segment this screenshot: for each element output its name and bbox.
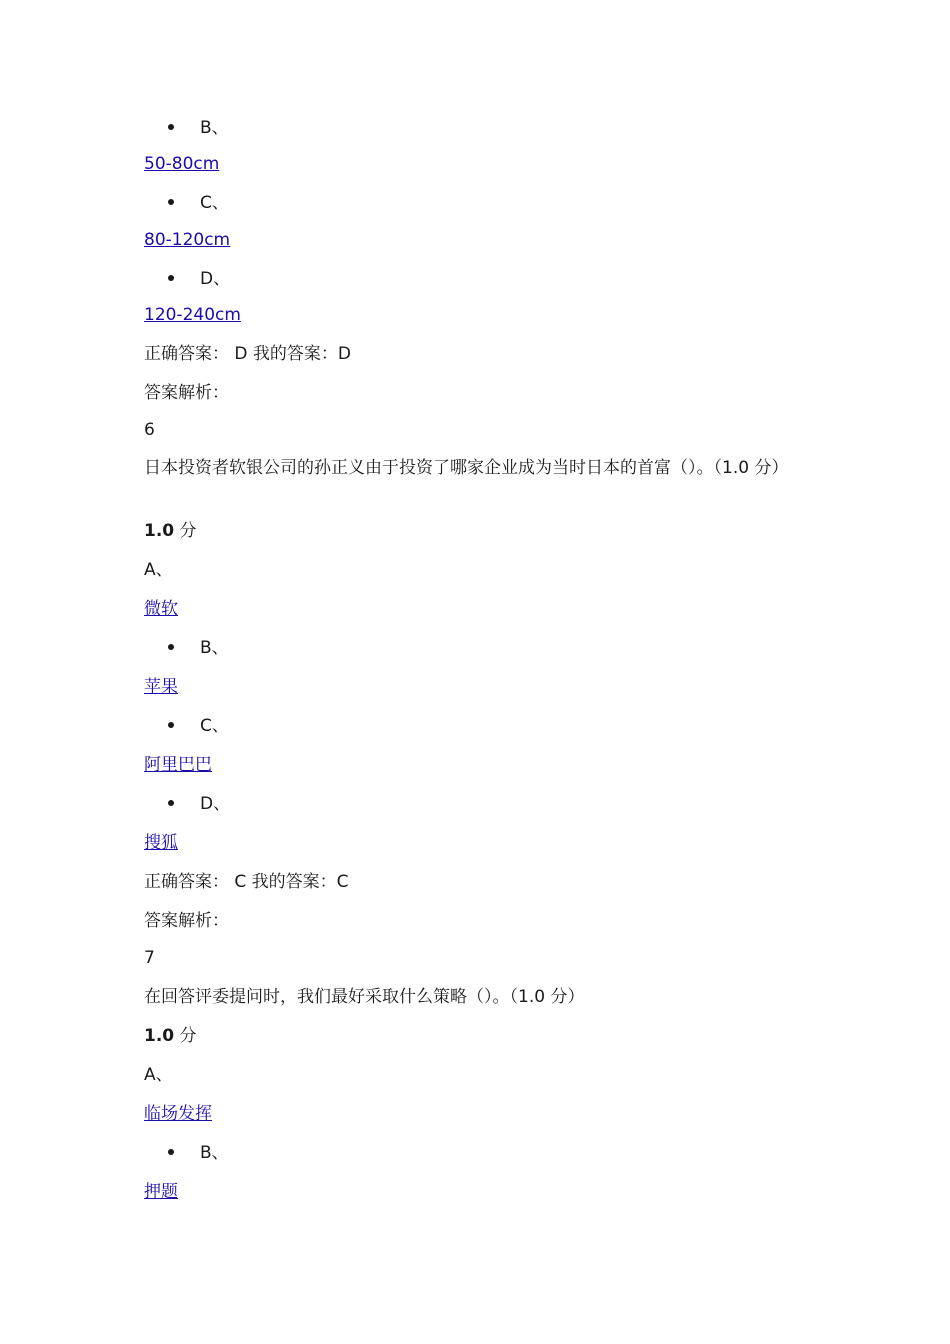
option-link[interactable]: 微软 [144,599,178,619]
option-link[interactable]: 苹果 [144,677,178,697]
bullet-icon [168,199,174,205]
option-link[interactable]: 80-120cm [144,230,231,250]
option-link[interactable]: 押题 [144,1182,178,1202]
option-b-row [168,636,229,660]
bullet-icon [168,275,174,281]
bullet-icon [168,1149,174,1155]
bullet-icon [168,124,174,130]
question-number: 7 [144,948,155,968]
option-c-row [168,714,229,738]
question-score [144,519,197,543]
option-letter: B、 [200,638,229,658]
option-letter: B、 [200,118,229,138]
score-value: 1.0 [144,521,175,541]
option-c-row [168,191,229,215]
answer-analysis: 答案解析： [144,383,229,403]
score-unit: 分 [179,521,197,541]
option-b-row [168,116,229,140]
option-link[interactable]: 50-80cm [144,154,220,174]
bullet-icon [168,644,174,650]
question-score [144,1024,197,1048]
option-letter: D、 [200,269,231,289]
bullet-icon [168,722,174,728]
option-b-row [168,1141,229,1165]
option-letter: D、 [200,794,231,814]
option-letter: C、 [200,716,229,736]
option-letter: B、 [200,1143,229,1163]
option-letter: A、 [144,560,173,580]
option-letter: A、 [144,1065,173,1085]
option-d-row [168,792,230,816]
option-d-row [168,267,230,291]
option-letter: C、 [200,193,229,213]
answer-analysis: 答案解析： [144,911,229,931]
bullet-icon [168,800,174,806]
answer-line: 正确答案： D 我的答案：D [144,344,351,364]
answer-line: 正确答案： C 我的答案：C [144,872,349,892]
score-value: 1.0 [144,1026,175,1046]
option-link[interactable]: 临场发挥 [144,1104,212,1124]
question-text: 日本投资者软银公司的孙正义由于投资了哪家企业成为当时日本的首富（）。（1.0 分） [144,458,789,478]
question-text: 在回答评委提问时，我们最好采取什么策略（）。（1.0 分） [144,987,585,1007]
question-number: 6 [144,420,155,440]
option-link[interactable]: 阿里巴巴 [144,755,212,775]
score-unit: 分 [179,1026,197,1046]
option-link[interactable]: 搜狐 [144,833,178,853]
option-link[interactable]: 120-240cm [144,305,241,325]
